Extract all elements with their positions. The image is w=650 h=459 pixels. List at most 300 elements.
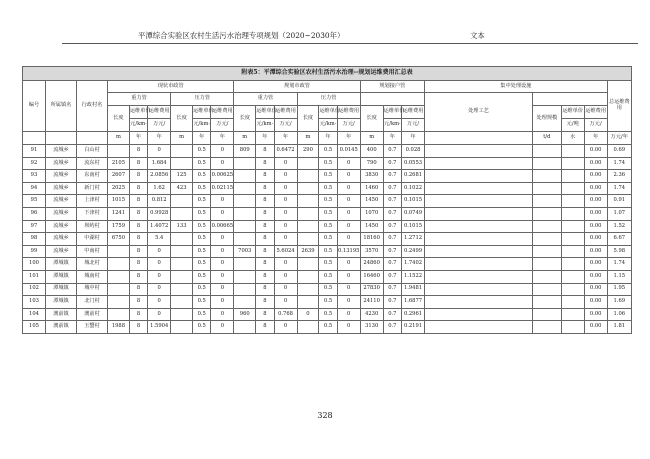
cell-c-cost: 0.00 — [584, 182, 607, 195]
cell-c-up — [561, 220, 584, 233]
cell-process — [425, 245, 533, 258]
cell-eg-len — [108, 283, 130, 296]
cell-c-up — [561, 283, 584, 296]
cell-c-up — [561, 258, 584, 271]
cell-total: 1.95 — [607, 283, 631, 296]
cell-h-cost: 1.9481 — [402, 283, 425, 296]
cell-pp-len — [297, 157, 319, 170]
cell-ep-len — [171, 145, 193, 158]
cell-h-cost: 1.6877 — [402, 296, 425, 309]
col-ep-length: 长度 — [171, 106, 193, 132]
cell-ep-up: 0.5 — [193, 321, 211, 334]
cell-no: 91 — [23, 145, 46, 158]
unit-m-ep: m — [171, 132, 193, 145]
cell-c-cost: 0.00 — [584, 296, 607, 309]
cell-h-up: 0.7 — [383, 170, 401, 183]
cell-total: 2.36 — [607, 170, 631, 183]
cell-scale — [533, 220, 562, 233]
cell-ep-cost: 0 — [211, 145, 234, 158]
cell-total: 1.06 — [607, 308, 631, 321]
unit-eg-cost: 万元/ — [148, 119, 171, 132]
cell-h-len: 1450 — [360, 195, 383, 208]
cell-eg-up: 8 — [129, 233, 147, 246]
cell-ep-cost: 0.02115 — [211, 182, 234, 195]
cell-h-up: 0.7 — [383, 157, 401, 170]
table-row — [23, 233, 632, 246]
cell-pg-up: 8 — [256, 220, 274, 233]
cell-eg-cost: 0.9928 — [148, 207, 171, 220]
cell-town: 流城乡 — [45, 195, 76, 208]
cell-eg-cost: 5.4 — [148, 233, 171, 246]
cell-ep-cost: 0.00625 — [211, 170, 234, 183]
col-pp-unit: 运维单价 — [319, 106, 337, 119]
cell-eg-up: 8 — [129, 195, 147, 208]
cell-eg-len — [108, 308, 130, 321]
cell-town: 澳前镇 — [45, 308, 76, 321]
unit-m-pg: m — [234, 132, 256, 145]
cell-town: 澳前镇 — [45, 321, 76, 334]
cell-pg-cost: 0 — [274, 220, 297, 233]
group-existing: 现状市政管 — [108, 81, 234, 93]
cell-pg-len — [234, 321, 256, 334]
cell-eg-cost: 0 — [148, 258, 171, 271]
cell-pg-cost: 0.6472 — [274, 145, 297, 158]
cell-process — [425, 258, 533, 271]
cell-h-cost: 0.0553 — [402, 157, 425, 170]
cell-pp-up: 0.5 — [319, 145, 337, 158]
cell-c-up — [561, 195, 584, 208]
table-row — [23, 220, 632, 233]
cell-no: 96 — [23, 207, 46, 220]
cell-pg-len — [234, 270, 256, 283]
table-caption: 附表5：平潭综合实验区农村生活污水治理--规划运维费用汇总表 — [23, 67, 632, 81]
table-row — [23, 296, 632, 309]
cell-village: 城北村 — [76, 258, 107, 271]
cell-c-up — [561, 245, 584, 258]
cell-pp-len — [297, 258, 319, 271]
unit-year-pp: 年 — [319, 132, 337, 145]
cell-town: 流城乡 — [45, 220, 76, 233]
cell-h-cost: 0.028 — [402, 145, 425, 158]
cell-scale — [533, 258, 562, 271]
col-pg-length: 长度 — [234, 106, 256, 132]
cell-total: 6.67 — [607, 233, 631, 246]
cell-scale — [533, 195, 562, 208]
cell-pp-cost: 0 — [337, 182, 360, 195]
cell-h-up: 0.7 — [383, 321, 401, 334]
cell-village: 白山村 — [76, 145, 107, 158]
cell-pp-len — [297, 170, 319, 183]
cell-h-len: 1450 — [360, 220, 383, 233]
cell-ep-cost: 0 — [211, 157, 234, 170]
cell-scale — [533, 245, 562, 258]
cell-ep-len — [171, 157, 193, 170]
col-h-unit: 运维单价 — [383, 106, 401, 119]
cell-eg-up: 8 — [129, 270, 147, 283]
cell-town: 潭城镇 — [45, 283, 76, 296]
unit-water: 水 — [561, 132, 584, 145]
cell-eg-up: 8 — [129, 321, 147, 334]
cell-pp-up: 0.5 — [319, 308, 337, 321]
planned-gravity: 重力管 — [234, 93, 297, 106]
unit-year-eg: 年 — [129, 132, 147, 145]
cell-h-cost: 1.1522 — [402, 270, 425, 283]
unit-year-ep-cost: 年 — [211, 132, 234, 145]
cell-h-len: 27830 — [360, 283, 383, 296]
cell-c-up — [561, 207, 584, 220]
cell-total: 1.15 — [607, 270, 631, 283]
cell-pg-cost: 0 — [274, 207, 297, 220]
cell-eg-len: 1759 — [108, 220, 130, 233]
cell-pg-cost: 0 — [274, 182, 297, 195]
cell-pp-len: 290 — [297, 145, 319, 158]
cell-h-cost: 0.0749 — [402, 207, 425, 220]
cell-pp-cost: 0 — [337, 157, 360, 170]
unit-c: 元/吨 — [561, 119, 584, 132]
cell-pg-cost: 0 — [274, 258, 297, 271]
cell-pp-up: 0.5 — [319, 182, 337, 195]
cell-pg-up: 8 — [256, 145, 274, 158]
cell-ep-up: 0.5 — [193, 283, 211, 296]
cell-no: 95 — [23, 195, 46, 208]
table-row — [23, 195, 632, 208]
cell-total: 1.52 — [607, 220, 631, 233]
cell-h-cost: 0.2961 — [402, 308, 425, 321]
cell-c-up — [561, 170, 584, 183]
cell-pp-cost: 0 — [337, 308, 360, 321]
cell-c-up — [561, 308, 584, 321]
cell-pp-len — [297, 296, 319, 309]
cell-h-up: 0.7 — [383, 182, 401, 195]
cell-c-cost: 0.00 — [584, 157, 607, 170]
cell-village: 澳前村 — [76, 308, 107, 321]
cell-c-cost: 0.00 — [584, 308, 607, 321]
cell-ep-len: 133 — [171, 220, 193, 233]
cell-total: 5.98 — [607, 245, 631, 258]
cell-eg-len — [108, 145, 130, 158]
cell-h-cost: 0.1015 — [402, 220, 425, 233]
cell-process — [425, 296, 533, 309]
table-row — [23, 308, 632, 321]
cell-town: 流城乡 — [45, 233, 76, 246]
cell-eg-cost: 0 — [148, 245, 171, 258]
page-number: 328 — [317, 411, 333, 420]
cell-c-up — [561, 182, 584, 195]
cell-h-up: 0.7 — [383, 270, 401, 283]
cell-no: 92 — [23, 157, 46, 170]
cell-ep-len: 423 — [171, 182, 193, 195]
cell-ep-up: 0.5 — [193, 182, 211, 195]
unit-pg-cost: 万元/ — [274, 119, 297, 132]
cell-ep-cost: 0 — [211, 245, 234, 258]
cell-village: 新门村 — [76, 182, 107, 195]
cell-ep-up: 0.5 — [193, 195, 211, 208]
cell-process — [425, 233, 533, 246]
cell-c-cost: 0.00 — [584, 233, 607, 246]
cell-pp-cost: 0 — [337, 195, 360, 208]
cell-town: 流城乡 — [45, 245, 76, 258]
cell-process — [425, 182, 533, 195]
cell-ep-up: 0.5 — [193, 270, 211, 283]
cell-pg-up: 8 — [256, 233, 274, 246]
cell-no: 98 — [23, 233, 46, 246]
cell-eg-len — [108, 258, 130, 271]
cell-h-up: 0.7 — [383, 145, 401, 158]
header-row-fields — [23, 106, 632, 119]
cell-village: 玉蟹村 — [76, 321, 107, 334]
cell-ep-up: 0.5 — [193, 308, 211, 321]
unit-eg: 元/km· — [129, 119, 147, 132]
cell-process — [425, 283, 533, 296]
cell-village: 城南村 — [76, 270, 107, 283]
cell-ep-len — [171, 245, 193, 258]
cell-eg-cost: 0 — [148, 145, 171, 158]
cell-eg-cost: 1.684 — [148, 157, 171, 170]
cell-pp-cost: 0 — [337, 296, 360, 309]
cell-village: 东南村 — [76, 170, 107, 183]
cell-eg-up: 8 — [129, 245, 147, 258]
unit-year-eg-cost: 年 — [148, 132, 171, 145]
cell-c-cost: 0.00 — [584, 258, 607, 271]
cell-total: 1.07 — [607, 207, 631, 220]
cell-pp-up: 0.5 — [319, 195, 337, 208]
cell-ep-len — [171, 296, 193, 309]
cell-h-up: 0.7 — [383, 195, 401, 208]
cell-pg-up: 8 — [256, 170, 274, 183]
cell-eg-len: 1988 — [108, 321, 130, 334]
cell-pg-cost: 0 — [274, 233, 297, 246]
col-pp-cost: 运维费用 — [337, 106, 360, 119]
cell-ep-up: 0.5 — [193, 220, 211, 233]
cell-h-len: 3130 — [360, 321, 383, 334]
cell-c-cost: 0.00 — [584, 170, 607, 183]
cell-no: 104 — [23, 308, 46, 321]
cell-village: 下津村 — [76, 207, 107, 220]
cell-pp-up: 0.5 — [319, 258, 337, 271]
col-ep-unit: 运维单价 — [193, 106, 211, 119]
cell-eg-len: 2025 — [108, 182, 130, 195]
cell-pp-cost: 0 — [337, 258, 360, 271]
cell-eg-cost: 0 — [148, 270, 171, 283]
cell-pg-len — [234, 258, 256, 271]
cell-village: 上津村 — [76, 195, 107, 208]
cell-pp-len — [297, 283, 319, 296]
cell-pp-cost: 0 — [337, 233, 360, 246]
cell-h-len: 24860 — [360, 258, 383, 271]
table-body — [23, 145, 632, 334]
cell-pg-cost: 0 — [274, 321, 297, 334]
cell-scale — [533, 321, 562, 334]
cell-c-up — [561, 145, 584, 158]
table-row — [23, 182, 632, 195]
cell-h-len: 3830 — [360, 170, 383, 183]
cell-eg-len: 1241 — [108, 207, 130, 220]
cell-ep-cost: 0 — [211, 283, 234, 296]
col-pg-unit: 运维单价 — [256, 106, 274, 119]
cell-ep-up: 0.5 — [193, 258, 211, 271]
cell-village: 北门村 — [76, 296, 107, 309]
cell-h-cost: 0.1022 — [402, 182, 425, 195]
unit-year-pp-cost: 年 — [337, 132, 360, 145]
cell-h-cost: 0.2499 — [402, 245, 425, 258]
group-planned-household: 规划接户管 — [360, 81, 424, 93]
cell-c-cost: 0.00 — [584, 195, 607, 208]
cell-pg-len — [234, 296, 256, 309]
cell-pp-up: 0.5 — [319, 207, 337, 220]
cell-pp-cost: 0.0145 — [337, 145, 360, 158]
col-eg-cost: 运维费用 — [148, 106, 171, 119]
cell-h-up: 0.7 — [383, 296, 401, 309]
cell-scale — [533, 296, 562, 309]
col-c-cost: 运维费用 — [584, 106, 607, 119]
cell-ep-len — [171, 308, 193, 321]
cell-scale — [533, 308, 562, 321]
cell-eg-cost: 1.62 — [148, 182, 171, 195]
cell-pg-cost: 0 — [274, 296, 297, 309]
table-row — [23, 258, 632, 271]
cell-pp-up: 0.5 — [319, 170, 337, 183]
cell-h-up: 0.7 — [383, 207, 401, 220]
cell-c-cost: 0.00 — [584, 270, 607, 283]
col-ep-cost: 运维费用 — [211, 106, 234, 119]
cell-pg-cost: 0 — [274, 195, 297, 208]
cell-ep-up: 0.5 — [193, 296, 211, 309]
cell-pg-up: 8 — [256, 283, 274, 296]
cell-scale — [533, 145, 562, 158]
cell-pg-len: 809 — [234, 145, 256, 158]
cell-pp-up: 0.5 — [319, 296, 337, 309]
page-header — [0, 30, 650, 44]
cell-total: 0.69 — [607, 145, 631, 158]
cell-eg-up: 8 — [129, 308, 147, 321]
cell-ep-len: 125 — [171, 170, 193, 183]
cell-pp-up: 0.5 — [319, 245, 337, 258]
cell-village: 流东村 — [76, 157, 107, 170]
col-h-cost: 运维费用 — [402, 106, 425, 119]
unit-year-ep: 年 — [193, 132, 211, 145]
cell-total: 1.74 — [607, 258, 631, 271]
cell-ep-cost: 0.00665 — [211, 220, 234, 233]
cell-process — [425, 195, 533, 208]
group-planned-network: 规划市政管 — [234, 81, 360, 93]
cell-town: 流城乡 — [45, 157, 76, 170]
table-caption-row — [23, 67, 632, 81]
cell-ep-cost: 0 — [211, 308, 234, 321]
cell-h-up: 0.7 — [383, 220, 401, 233]
cell-eg-cost: 1.4072 — [148, 220, 171, 233]
cell-no: 103 — [23, 296, 46, 309]
cell-pp-cost: 0 — [337, 207, 360, 220]
cell-pg-up: 8 — [256, 258, 274, 271]
unit-ep: 元/km· — [193, 119, 211, 132]
cell-pp-len: 2639 — [297, 245, 319, 258]
cell-ep-up: 0.5 — [193, 157, 211, 170]
unit-m-h: m — [360, 132, 383, 145]
cell-ep-up: 0.5 — [193, 245, 211, 258]
unit-c-cost: 万元/ — [584, 119, 607, 132]
cell-pp-cost: 0.13195 — [337, 245, 360, 258]
cell-town: 流城乡 — [45, 145, 76, 158]
col-town: 所属镇名 — [45, 81, 76, 132]
cell-pg-len — [234, 157, 256, 170]
cell-eg-up: 8 — [129, 220, 147, 233]
cell-pp-up: 0.5 — [319, 233, 337, 246]
cell-pg-cost: 0.768 — [274, 308, 297, 321]
cell-c-up — [561, 233, 584, 246]
cell-c-cost: 0.00 — [584, 145, 607, 158]
table-row — [23, 207, 632, 220]
cell-eg-up: 8 — [129, 296, 147, 309]
table-row — [23, 245, 632, 258]
cell-pg-up: 8 — [256, 321, 274, 334]
cell-pg-len — [234, 182, 256, 195]
cell-h-len: 4230 — [360, 308, 383, 321]
cell-pg-up: 8 — [256, 182, 274, 195]
cell-pp-up: 0.5 — [319, 321, 337, 334]
unit-total: 万元/年 — [607, 132, 631, 145]
cell-no: 93 — [23, 170, 46, 183]
cell-pg-up: 8 — [256, 245, 274, 258]
col-total: 总运维费用 — [607, 81, 631, 132]
cell-h-len: 1070 — [360, 207, 383, 220]
cell-ep-len — [171, 258, 193, 271]
cell-ep-cost: 0 — [211, 258, 234, 271]
cell-eg-len: 6750 — [108, 233, 130, 246]
cell-no: 99 — [23, 245, 46, 258]
document-title: 平潭综合实验区农村生活污水治理专项规划（2020~2030年） — [138, 31, 345, 40]
cell-h-up: 0.7 — [383, 308, 401, 321]
unit-m-pp: m — [297, 132, 319, 145]
cell-c-cost: 0.00 — [584, 321, 607, 334]
cell-no: 94 — [23, 182, 46, 195]
cell-eg-cost: 0 — [148, 296, 171, 309]
cell-scale — [533, 207, 562, 220]
cell-eg-cost: 1.5904 — [148, 321, 171, 334]
header-rule — [62, 43, 638, 44]
unit-ep-cost: 万元/ — [211, 119, 234, 132]
cell-pp-len — [297, 270, 319, 283]
col-process: 处理工艺 — [425, 93, 533, 132]
cell-eg-up: 8 — [129, 258, 147, 271]
cell-ep-cost: 0 — [211, 207, 234, 220]
header-row-subgroups — [23, 93, 632, 106]
unit-year-c: 年 — [584, 132, 607, 145]
cell-town: 流城乡 — [45, 182, 76, 195]
cell-total: 1.69 — [607, 296, 631, 309]
col-pp-length: 长度 — [297, 106, 319, 132]
cell-c-up — [561, 296, 584, 309]
cell-pg-len — [234, 170, 256, 183]
cell-h-len: 24110 — [360, 296, 383, 309]
table-row — [23, 321, 632, 334]
cell-h-up: 0.7 — [383, 283, 401, 296]
cell-pg-len — [234, 233, 256, 246]
cell-pp-cost: 0 — [337, 283, 360, 296]
cell-ep-len — [171, 233, 193, 246]
cell-pp-len — [297, 195, 319, 208]
cost-summary-table — [22, 66, 632, 334]
existing-pressure: 压力管 — [171, 93, 234, 106]
cell-process — [425, 270, 533, 283]
unit-pp-cost: 万元/ — [337, 119, 360, 132]
col-pg-cost: 运维费用 — [274, 106, 297, 119]
cell-pp-up: 0.5 — [319, 157, 337, 170]
cell-no: 97 — [23, 220, 46, 233]
unit-pp: 元/km· — [319, 119, 337, 132]
cell-c-cost: 0.00 — [584, 245, 607, 258]
cell-h-cost: 0.2191 — [402, 321, 425, 334]
cell-eg-up: 8 — [129, 170, 147, 183]
